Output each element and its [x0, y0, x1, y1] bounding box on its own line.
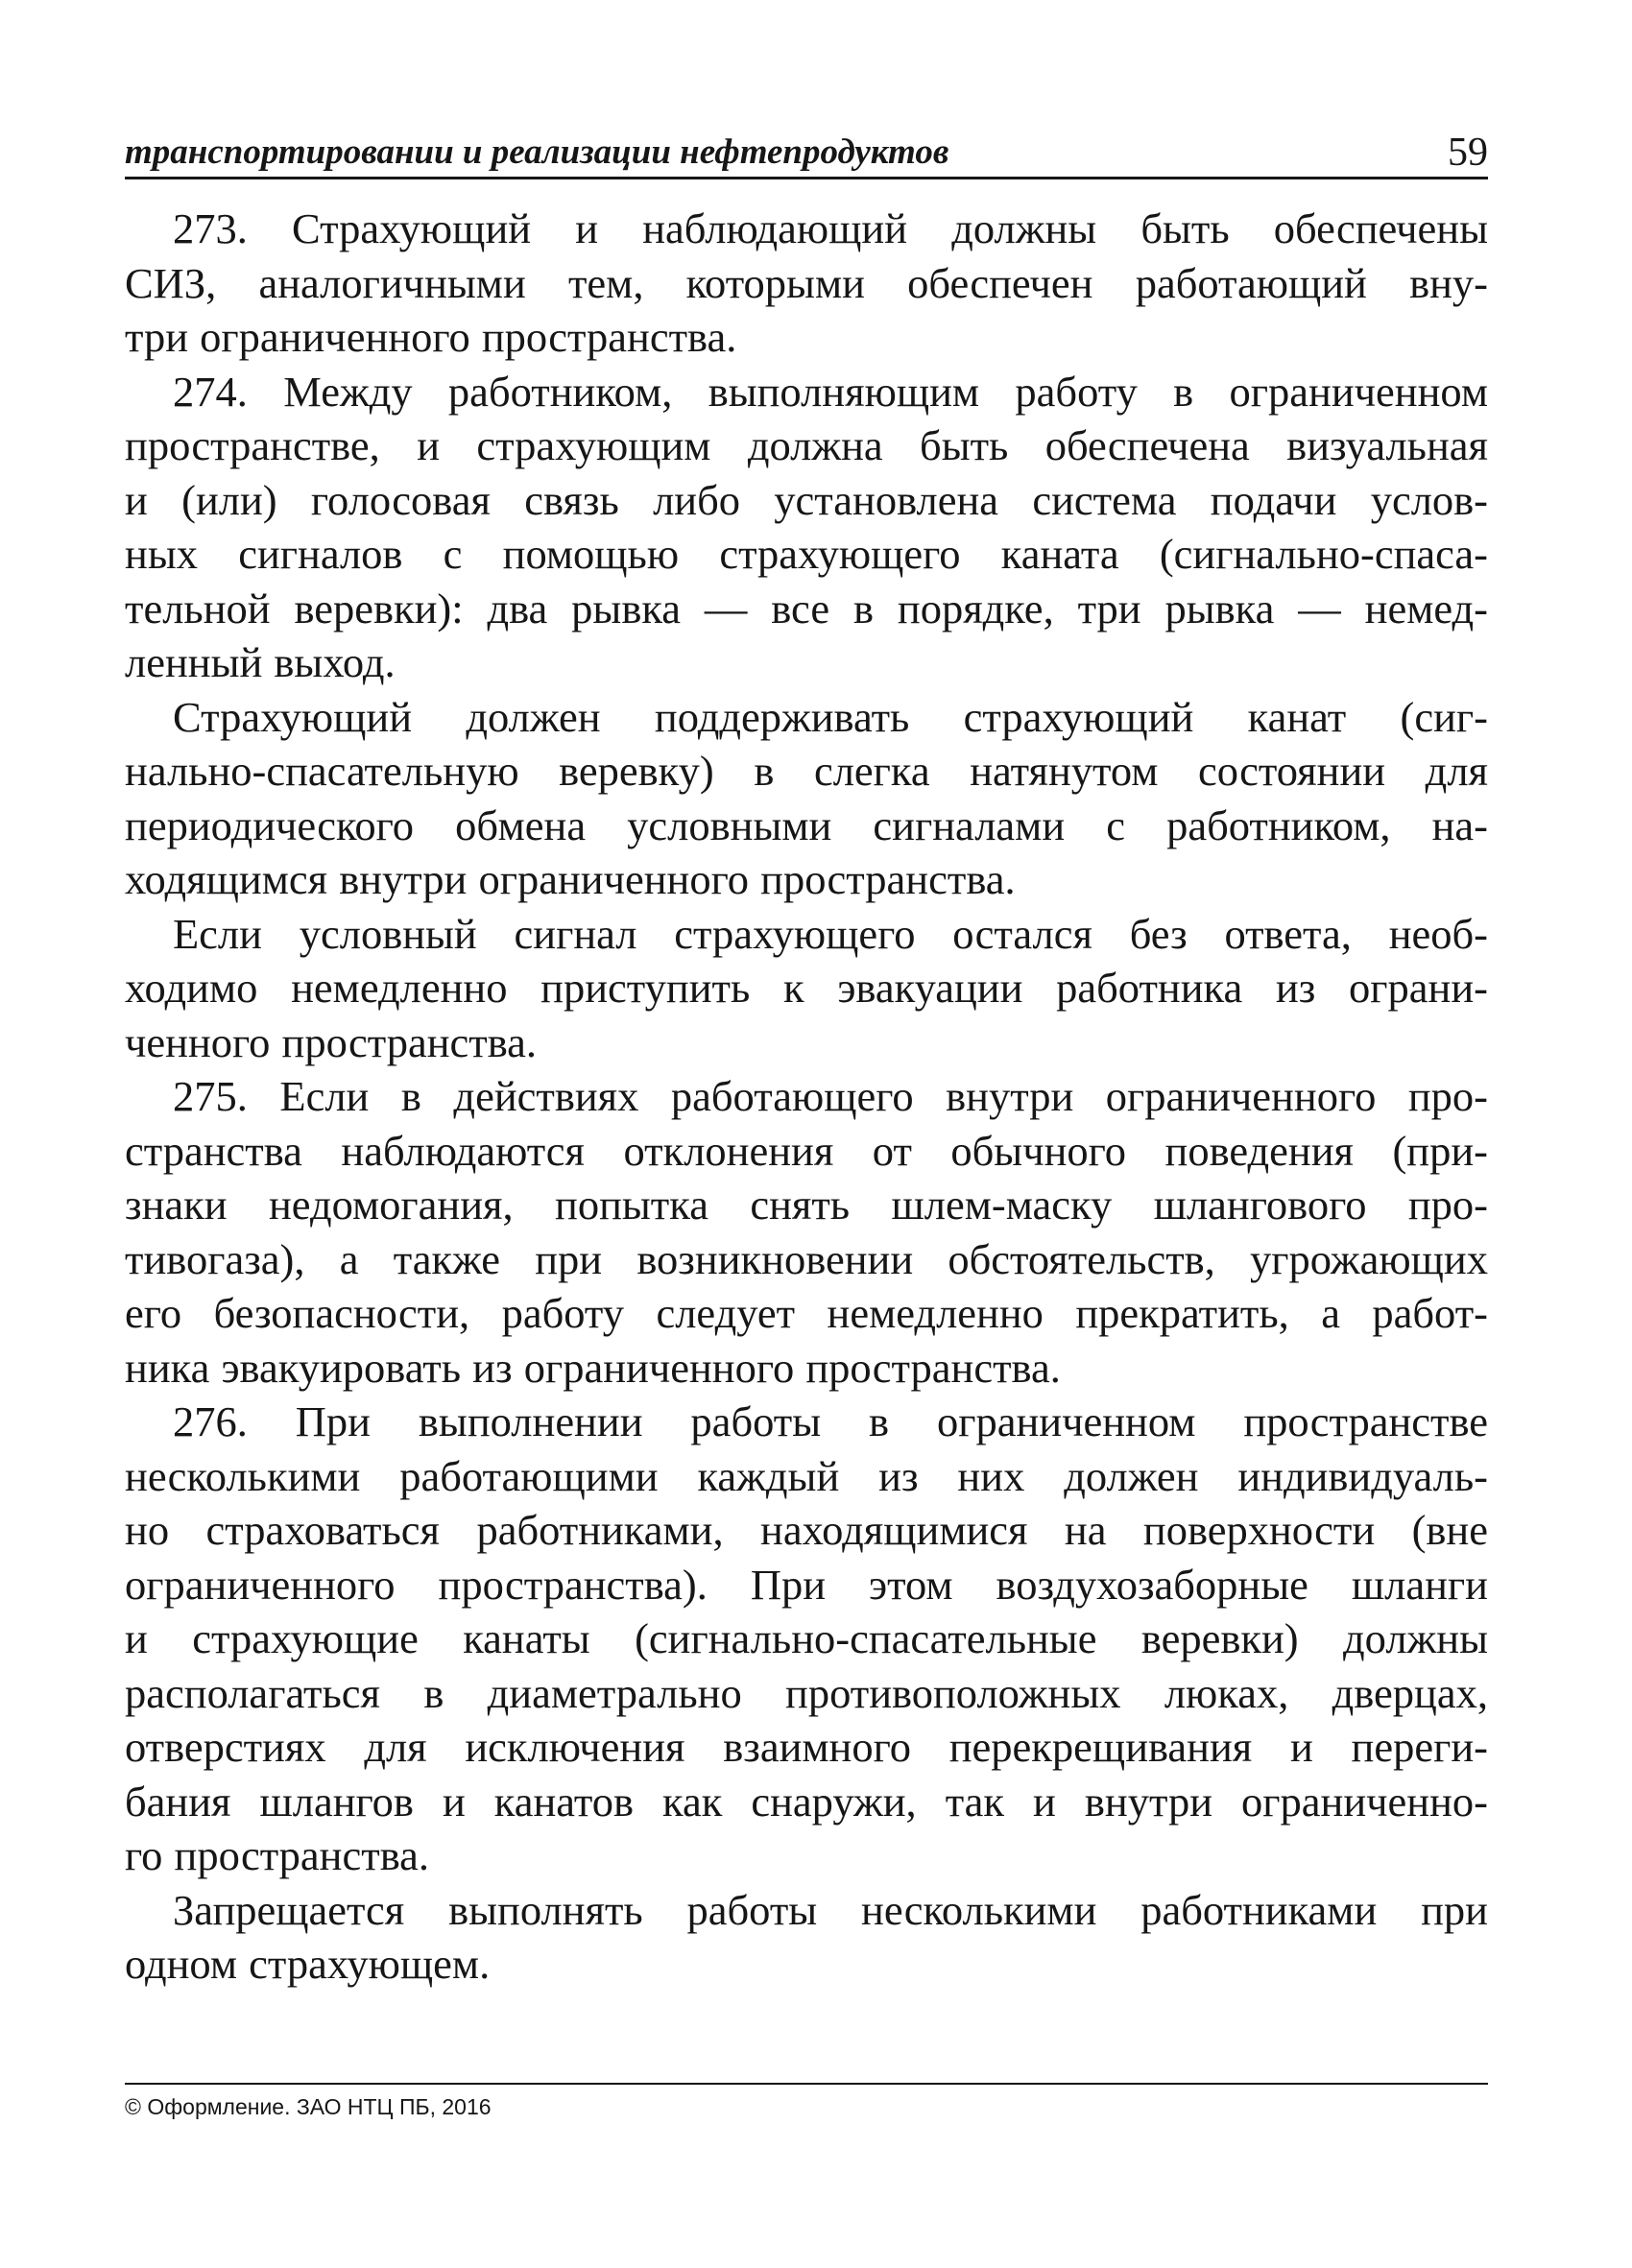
text-line: го пространства. — [125, 1831, 429, 1879]
page-header — [125, 129, 1488, 177]
text-line: бания шлангов и канатов как снаружи, так и внутри ограниченно- — [125, 1777, 1488, 1826]
text-line: 275. Если в действиях работающего внутри ограниченного про- — [173, 1072, 1488, 1120]
body-text — [125, 202, 1488, 1992]
text-line: тельной веревки): два рывка — все в порядке, три рывка — немед- — [125, 584, 1488, 633]
text-line: СИЗ, аналогичными тем, которыми обеспечен работающий вну- — [125, 258, 1488, 307]
text-line: Страхующий должен поддерживать страхующий канат (сиг- — [173, 692, 1488, 741]
text-line: его безопасности, работу следует немедленно прекратить, а работ- — [125, 1289, 1488, 1337]
text-line: одном страхующем. — [125, 1940, 491, 1988]
text-line: периодического обмена условными сигналами с работником, на- — [125, 800, 1488, 849]
text-line: и (или) голосовая связь либо установлена система подачи услов- — [125, 475, 1488, 524]
footer-rule — [125, 2083, 1488, 2085]
text-line: тивогаза), а также при возникновении обстоятельств, угрожающих — [125, 1234, 1488, 1283]
text-line: несколькими работающими каждый из них должен индивидуаль- — [125, 1451, 1488, 1500]
text-line: ходящимся внутри ограниченного пространства. — [125, 855, 1016, 903]
text-line: ходимо немедленно приступить к эвакуации работника из ограни- — [125, 964, 1488, 1012]
text-line: странства наблюдаются отклонения от обычного поведения (при- — [125, 1126, 1488, 1175]
header-rule — [125, 177, 1488, 179]
text-line: 274. Между работником, выполняющим работу в ограниченном — [173, 367, 1488, 416]
text-line: располагаться в диаметрально противоположных люках, дверцах, — [125, 1668, 1488, 1717]
text-line: ограниченного пространства). При этом воздухозаборные шланги — [125, 1560, 1488, 1609]
text-line: Запрещается выполнять работы несколькими работниками при — [173, 1885, 1488, 1934]
text-line: ченного пространства. — [125, 1017, 538, 1066]
text-line: три ограниченного пространства. — [125, 313, 737, 361]
text-line: пространстве, и страхующим должна быть обеспечена визуальная — [125, 421, 1488, 469]
text-line: но страховаться работниками, находящимися на поверхности (вне — [125, 1506, 1488, 1554]
text-line: ленный выход. — [125, 638, 396, 686]
text-line: 273. Страхующий и наблюдающий должны быть обеспечены — [173, 204, 1488, 252]
text-line: Если условный сигнал страхующего остался без ответа, необ- — [173, 909, 1488, 958]
text-line: ных сигналов с помощью страхующего каната (сигнально-спаса- — [125, 530, 1488, 578]
page-number: 59 — [1448, 131, 1488, 175]
running-title: транспортировании и реализации нефтепродуктов — [125, 132, 949, 172]
text-line: нально-спасательную веревку) в слегка натянутом состоянии для — [125, 747, 1488, 795]
text-line: ника эвакуировать из ограниченного пространства. — [125, 1343, 1061, 1392]
text-line: знаки недомогания, попытка снять шлем-маску шлангового про- — [125, 1181, 1488, 1229]
footer-copyright: © Оформление. ЗАО НТЦ ПБ, 2016 — [125, 2094, 492, 2119]
text-line: отверстиях для исключения взаимного перекрещивания и переги- — [125, 1723, 1488, 1771]
text-line: 276. При выполнении работы в ограниченном пространстве — [173, 1397, 1488, 1445]
text-line: и страхующие канаты (сигнально-спасательные веревки) должны — [125, 1614, 1488, 1662]
